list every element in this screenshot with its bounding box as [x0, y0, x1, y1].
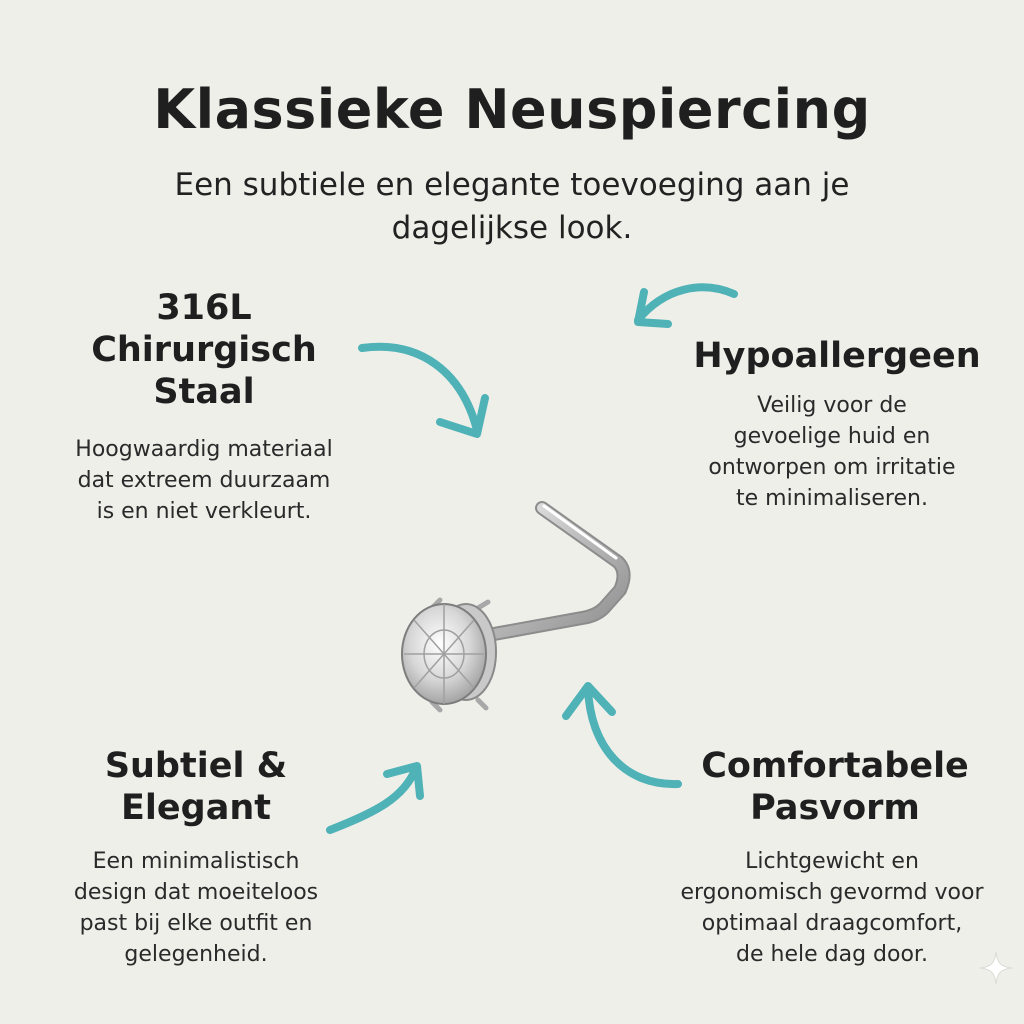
feature-title-line: Pasvorm — [750, 788, 920, 828]
page-subtitle — [112, 164, 912, 250]
feature-text-line: dat extreem duurzaam — [77, 468, 331, 493]
feature-text-line: gevoelige huid en — [733, 424, 931, 449]
feature-title-line: 316L — [156, 288, 252, 328]
feature-steel-text — [34, 434, 374, 527]
nose-stud-icon — [392, 492, 652, 732]
curved-arrow-icon — [638, 287, 734, 324]
feature-subtle-title — [46, 745, 346, 829]
feature-title-line: Chirurgisch — [91, 330, 317, 370]
subtitle-line: Een subtiele en elegante toevoeging aan je — [174, 167, 850, 203]
sparkle-icon — [978, 950, 1014, 986]
subtitle-line: dagelijkse look. — [391, 210, 633, 246]
feature-hypo-title — [652, 335, 1022, 377]
feature-comfort-title — [660, 745, 1010, 829]
feature-text-line: design dat moeiteloos — [73, 880, 319, 905]
feature-title-line: Comfortabele — [701, 746, 969, 786]
feature-title-line: Subtiel & — [104, 746, 288, 786]
feature-text-line: ontworpen om irritatie — [708, 455, 956, 480]
feature-subtle-text — [16, 846, 376, 970]
feature-text-line: Hoogwaardig materiaal — [75, 437, 333, 462]
feature-text-line: gelegenheid. — [124, 942, 268, 967]
feature-title-line: Elegant — [121, 788, 271, 828]
page-title: Klassieke Neuspiercing — [153, 78, 871, 141]
feature-text-line: is en niet verkleurt. — [96, 499, 312, 524]
feature-text-line: ergonomisch gevormd voor — [680, 880, 984, 905]
feature-text-line: optimaal draagcomfort, — [701, 911, 963, 936]
feature-title-line: Staal — [153, 372, 255, 412]
feature-hypo-text — [662, 390, 1002, 514]
feature-text-line: Een minimalistisch — [92, 849, 300, 874]
feature-comfort-text — [642, 846, 1022, 970]
feature-text-line: de hele dag door. — [736, 942, 928, 967]
feature-steel-title — [54, 287, 354, 413]
curved-arrow-icon — [362, 347, 485, 434]
feature-text-line: Veilig voor de — [757, 393, 907, 418]
feature-title-line: Hypoallergeen — [693, 336, 981, 376]
feature-text-line: past bij elke outfit en — [79, 911, 313, 936]
feature-text-line: te minimaliseren. — [736, 486, 928, 511]
feature-text-line: Lichtgewicht en — [745, 849, 919, 874]
